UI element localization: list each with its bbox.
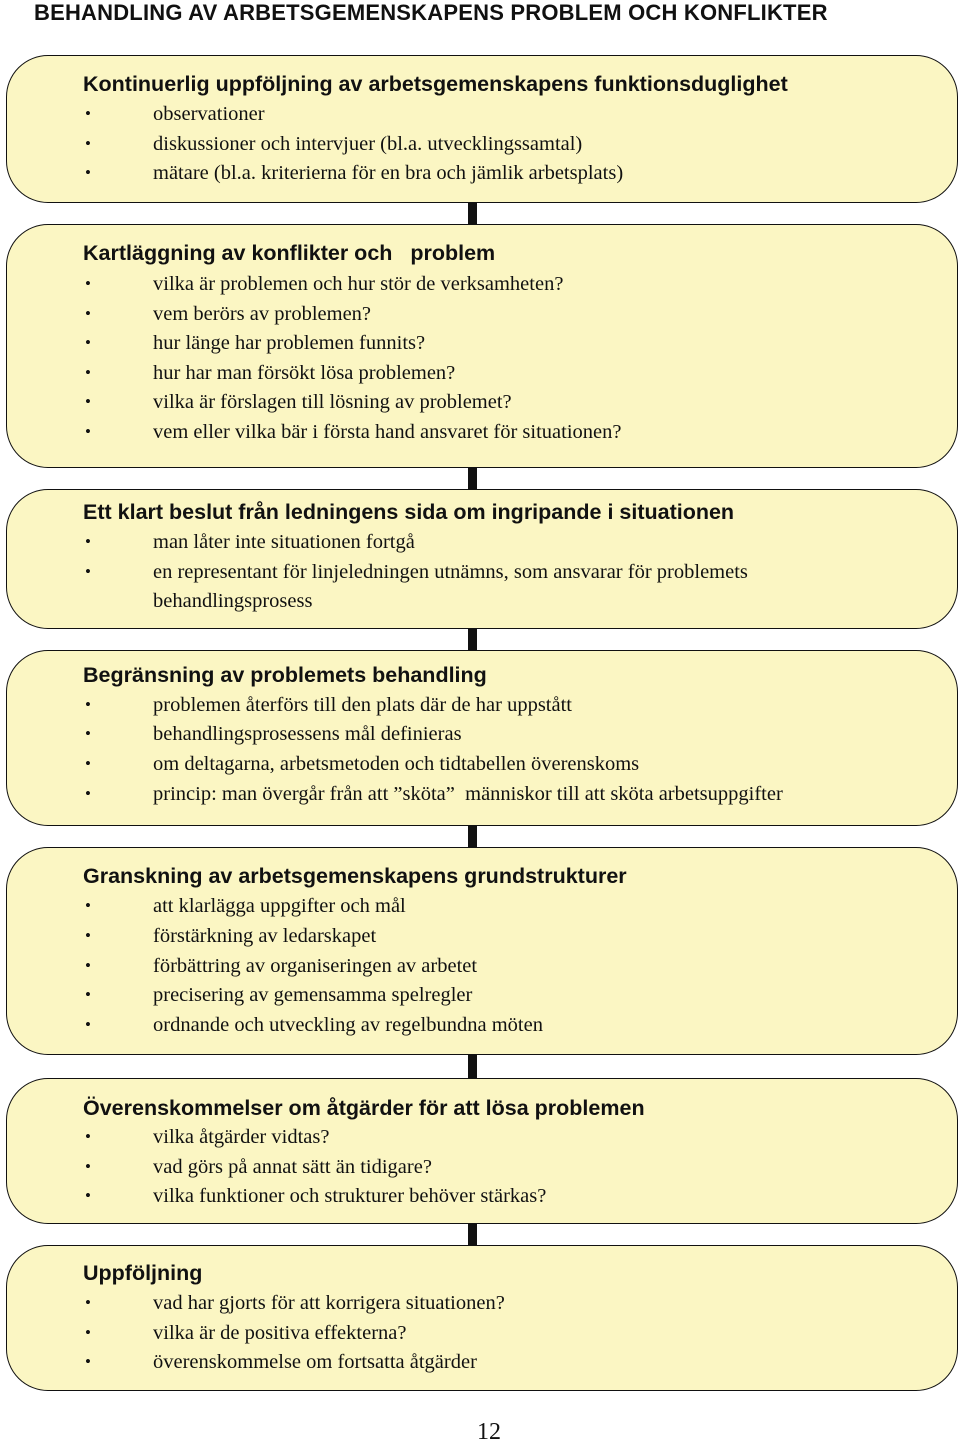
bullet-icon: • [85, 422, 91, 441]
list-item-text: vilka åtgärder vidtas? [153, 1126, 330, 1148]
list-item-text: vad har gjorts för att korrigera situationen? [153, 1292, 505, 1314]
list-item-text: vem eller vilka bär i första hand ansvaret för situationen? [153, 421, 622, 443]
bullet-icon: • [85, 562, 91, 581]
bullet-icon: • [85, 1157, 91, 1176]
bullet-icon: • [85, 1293, 91, 1312]
list-item-text: princip: man övergår från att ”sköta” människor till att sköta arbetsuppgifter [153, 783, 783, 805]
bullet-icon: • [85, 896, 91, 915]
process-box-agreements [6, 1078, 958, 1224]
list-item-text: diskussioner och intervjuer (bl.a. utvecklingssamtal) [153, 133, 583, 155]
flow-connector [468, 826, 477, 847]
flow-connector [468, 203, 477, 224]
bullet-icon: • [85, 1186, 91, 1205]
process-box-limitation [6, 650, 958, 826]
process-box-monitoring [6, 55, 958, 203]
list-item-text: behandlingsprosess [153, 590, 313, 612]
process-box-review [6, 847, 958, 1055]
flow-connector [468, 468, 477, 489]
page-number: 12 [477, 1419, 501, 1445]
list-item-text: vem berörs av problemen? [153, 303, 372, 325]
bullet-icon: • [85, 333, 91, 352]
list-item-text: om deltagarna, arbetsmetoden och tidtabellen överenskoms [153, 753, 640, 775]
bullet-icon: • [85, 1323, 91, 1342]
list-item-text: en representant för linjeledningen utnämns, som ansvarar för problemets [153, 561, 748, 583]
list-item-text: förbättring av organiseringen av arbetet [153, 955, 478, 977]
list-item-text: överenskommelse om fortsatta åtgärder [153, 1351, 477, 1373]
list-item-text: mätare (bl.a. kriterierna för en bra och jämlik arbetsplats) [153, 162, 624, 184]
bullet-icon: • [85, 695, 91, 714]
bullet-icon: • [85, 304, 91, 323]
process-box-decision [6, 489, 958, 629]
bullet-icon: • [85, 134, 91, 153]
bullet-icon: • [85, 104, 91, 123]
list-item-text: hur länge har problemen funnits? [153, 332, 426, 354]
flow-connector [468, 1224, 477, 1245]
list-item-text: vilka är förslagen till lösning av problemet? [153, 391, 512, 413]
list-item-text: precisering av gemensamma spelregler [153, 984, 473, 1006]
bullet-icon: • [85, 163, 91, 182]
list-item-text: vad görs på annat sätt än tidigare? [153, 1156, 432, 1178]
box-heading: Överenskommelser om åtgärder för att lösa problemen [83, 1096, 645, 1120]
list-item-text: observationer [153, 103, 265, 125]
page-title: BEHANDLING AV ARBETSGEMENSKAPENS PROBLEM OCH KONFLIKTER [34, 0, 828, 25]
box-heading: Ett klart beslut från ledningens sida om ingripande i situationen [83, 500, 735, 524]
flow-connector [468, 1055, 477, 1078]
box-heading: Kartläggning av konflikter och problem [83, 241, 496, 265]
bullet-icon: • [85, 985, 91, 1004]
list-item-text: förstärkning av ledarskapet [153, 925, 377, 947]
box-heading: Granskning av arbetsgemenskapens grundstrukturer [83, 864, 627, 888]
bullet-icon: • [85, 1015, 91, 1034]
box-heading: Kontinuerlig uppföljning av arbetsgemenskapens funktionsduglighet [83, 72, 788, 96]
bullet-icon: • [85, 754, 91, 773]
list-item-text: behandlingsprosessens mål definieras [153, 723, 462, 745]
bullet-icon: • [85, 724, 91, 743]
list-item-text: ordnande och utveckling av regelbundna möten [153, 1014, 543, 1036]
bullet-icon: • [85, 956, 91, 975]
bullet-icon: • [85, 532, 91, 551]
bullet-icon: • [85, 274, 91, 293]
process-box-followup [6, 1245, 958, 1391]
box-heading: Uppföljning [83, 1261, 203, 1285]
bullet-icon: • [85, 1127, 91, 1146]
list-item-text: att klarlägga uppgifter och mål [153, 895, 406, 917]
list-item-text: man låter inte situationen fortgå [153, 531, 415, 553]
bullet-icon: • [85, 392, 91, 411]
flow-connector [468, 629, 477, 650]
list-item-text: hur har man försökt lösa problemen? [153, 362, 456, 384]
bullet-icon: • [85, 1352, 91, 1371]
bullet-icon: • [85, 363, 91, 382]
list-item-text: vilka är problemen och hur stör de verksamheten? [153, 273, 564, 295]
list-item-text: vilka funktioner och strukturer behöver stärkas? [153, 1185, 547, 1207]
bullet-icon: • [85, 926, 91, 945]
box-heading: Begränsning av problemets behandling [83, 663, 487, 687]
process-box-mapping [6, 224, 958, 468]
list-item-text: problemen återförs till den plats där de har uppstått [153, 694, 572, 716]
list-item-text: vilka är de positiva effekterna? [153, 1322, 407, 1344]
bullet-icon: • [85, 784, 91, 803]
